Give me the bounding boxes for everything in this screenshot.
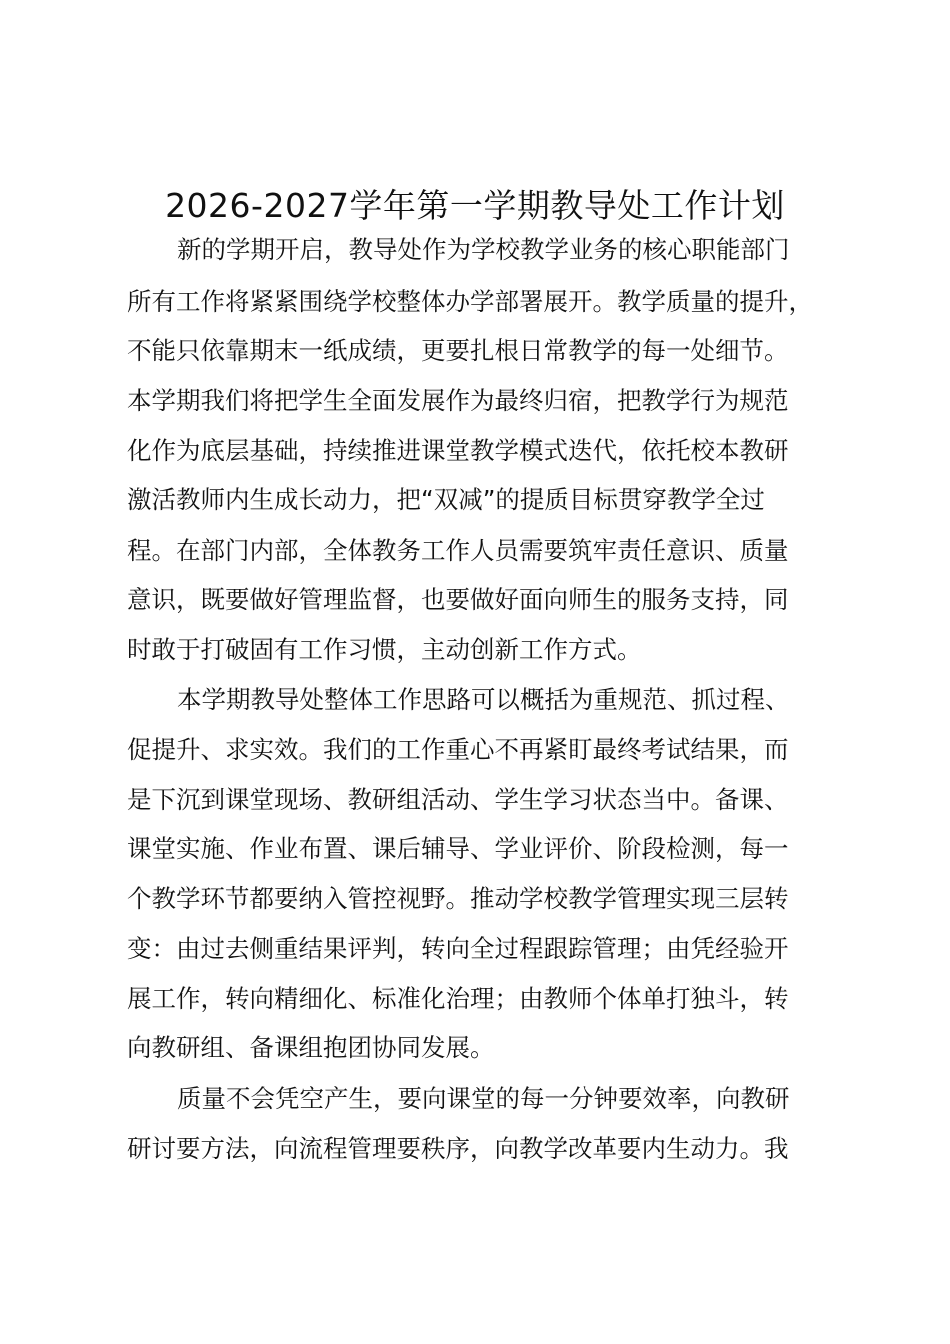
text-line: 个教学环节都要纳入管控视野。推动学校教学管理实现三层转 xyxy=(127,884,789,913)
text-line: 意识，既要做好管理监督，也要做好面向师生的服务支持，同 xyxy=(127,585,789,614)
text-line: 本学期教导处整体工作思路可以概括为重规范、抓过程、 xyxy=(177,685,790,714)
text-line: 化作为底层基础，持续推进课堂教学模式迭代，依托校本教研 xyxy=(127,436,789,465)
text-line: 促提升、求实效。我们的工作重心不再紧盯最终考试结果，而 xyxy=(127,735,789,764)
text-line: 激活教师内生成长动力，把“双减”的提质目标贯穿教学全过 xyxy=(127,485,765,514)
text-line: 所有工作将紧紧围绕学校整体办学部署展开。教学质量的提升， xyxy=(127,287,813,316)
text-line: 质量不会凭空产生，要向课堂的每一分钟要效率，向教研 xyxy=(177,1084,790,1113)
text-line: 课堂实施、作业布置、课后辅导、学业评价、阶段检测，每一 xyxy=(127,834,789,863)
text-line: 程。在部门内部，全体教务工作人员需要筑牢责任意识、质量 xyxy=(127,536,789,565)
text-line: 新的学期开启，教导处作为学校教学业务的核心职能部门 xyxy=(177,235,790,264)
document-title: 2026-2027学年第一学期教导处工作计划 xyxy=(165,186,785,225)
text-line: 时敢于打破固有工作习惯，主动创新工作方式。 xyxy=(127,635,642,664)
text-line: 变：由过去侧重结果评判，转向全过程跟踪管理；由凭经验开 xyxy=(127,934,789,963)
text-line: 展工作，转向精细化、标准化治理；由教师个体单打独斗，转 xyxy=(127,984,789,1013)
text-line: 研讨要方法，向流程管理要秩序，向教学改革要内生动力。我 xyxy=(127,1134,789,1163)
text-line: 是下沉到课堂现场、教研组活动、学生学习状态当中。备课、 xyxy=(127,785,789,814)
text-line: 不能只依靠期末一纸成绩，更要扎根日常教学的每一处细节。 xyxy=(127,336,789,365)
text-line: 本学期我们将把学生全面发展作为最终归宿，把教学行为规范 xyxy=(127,386,789,415)
text-line: 向教研组、备课组抱团协同发展。 xyxy=(127,1033,495,1062)
